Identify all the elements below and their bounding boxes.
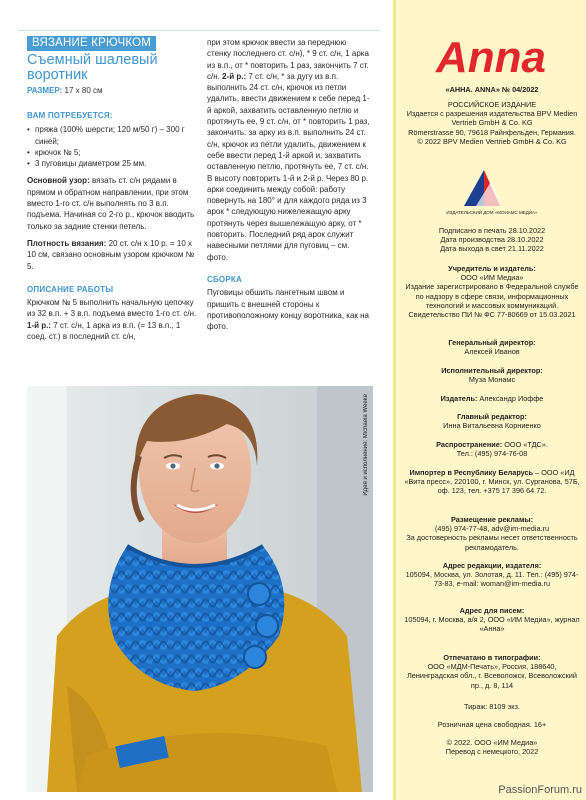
size-line	[27, 86, 103, 95]
importer-block	[402, 468, 582, 496]
ads-contact: (495) 974-77-48, adv@im-media.ru	[434, 524, 550, 534]
release-date: Дата выхода в свет 21.11.2022	[440, 244, 544, 254]
gen-director: Алексей Иванов	[464, 347, 520, 357]
exec-director: Муза Монамс	[468, 375, 516, 385]
density-paragraph	[27, 238, 199, 272]
model-photo	[27, 386, 373, 792]
work-paragraph	[27, 297, 199, 342]
density-label: Плотность вязания:	[27, 238, 107, 248]
registration: Издание зарегистрировано в Федеральной службе по надзору в сфере связи, информационных технологий и массовых коммуникаций. Свидетельство ПИ № ФС 77-80669 от 15.03.2021	[405, 282, 579, 320]
work-text-continued: 7 ст. с/н, 1 арка из в.п. (= 13 в.п., 1 соед. ст.) в последний ст. с/н,	[27, 320, 181, 342]
gen-director-heading: Генеральный директор:	[448, 338, 536, 347]
publisher-line	[402, 394, 582, 403]
letters-block	[402, 606, 582, 634]
photo-credit: Идея и исполнение: Michaela Weeke	[363, 394, 369, 496]
footer-copyright-block	[402, 738, 582, 756]
printing-block	[402, 653, 582, 690]
edition-block	[402, 100, 582, 146]
size-label: РАЗМЕР:	[27, 86, 63, 95]
editor-heading: Главный редактор:	[457, 412, 527, 421]
printing-house: ООО «МДМ-Печать», Россия, 188640, Ленинградская обл., г. Всеволожск, Всеволожский пр., д. 8, 114	[407, 662, 577, 690]
ads-block	[402, 515, 582, 552]
material-item: • крючок № 5;	[27, 147, 199, 158]
continuation-text-2: 7 ст. с/н, * за дугу из в.п. выполнить 24 ст. с/н, крючок из петли удалить, ввести движением к себе перед 1-й аркой, захватить оставленную петлю и протянуть ее, 9 ст. с/н, от * повторить 1 раз, закончить: за арку из в.п. выполнить 24 ст. с/н, крючок из петли удалить, движением к себе ввести перед 1-й аркой и, захватить оставленную петлю, протянуть ее, 7 ст. с/н. В высоту повторить 1-й и 2-й р. Через 80 р. арки соединить между собой: работу повернуть на 180° и для каждого ряда из 3 арок * следующую нижележащую арку протянуть через вышележащую арку, от * повторить. Последний ряд арок служит навесными петлями для пуговиц – см. фото.	[207, 71, 370, 262]
material-item: • 3 пуговицы диаметром 25 мм.	[27, 158, 199, 169]
distribution-heading: Распространение:	[436, 440, 503, 449]
founder-block	[402, 264, 582, 319]
footer-copyright: © 2022. ООО «ИМ Медиа»	[446, 738, 538, 747]
printing-heading: Отпечатано в типографии:	[443, 653, 541, 662]
publisher-heading: Издатель:	[440, 394, 478, 403]
continuation-paragraph	[207, 37, 372, 263]
row1-label: 1-й р.:	[27, 320, 52, 330]
importer: – ООО «ИД «Вита пресс», 220100, г. Минск, ул. Сурганова, 57Б, оф. 123, тел. +375 17 396 64 72.	[404, 468, 580, 496]
price: Розничная цена свободная. 16+	[437, 720, 547, 729]
footer-translation: Перевод с немецкого, 2022	[445, 747, 539, 757]
anna-logo-text: Anna	[436, 33, 546, 82]
office-heading: Адрес редакции, издателя:	[442, 561, 542, 570]
letters-heading: Адрес для писем:	[459, 606, 525, 615]
section-tag: ВЯЗАНИЕ КРЮЧКОМ	[27, 36, 156, 51]
publisher-address: Römerstrasse 90, 79618 Райнфельден, Германия.	[408, 127, 576, 137]
publisher-name: Александр Иоффе	[477, 394, 544, 403]
materials-heading: ВАМ ПОТРЕБУЕТСЯ:	[27, 111, 113, 120]
distribution: ООО «ТДС».	[502, 440, 548, 449]
editor: Инна Витальевна Корниенко	[443, 421, 541, 431]
size-value: 17 х 80 см	[62, 86, 103, 95]
work-text: Крючком № 5 выполнить начальную цепочку из 32 в.п. + 3 в.п. подъема вместо 1-го ст. с/н.	[27, 298, 197, 319]
letters-address: 105094, г. Москва, а/я 2, ООО «ИМ Медиа», журнал «Анна»	[404, 615, 580, 634]
gen-director-block	[402, 338, 582, 356]
dates-block	[402, 226, 582, 254]
copyright-line: © 2022 BPV Medien Vertrieb GmbH & Co. KG	[417, 136, 567, 146]
production-date: Дата производства 28.10.2022	[440, 235, 544, 245]
work-heading: ОПИСАНИЕ РАБОТЫ	[27, 284, 114, 294]
material-item: • пряжа (100% шерсти; 120 м/50 г) – 300 г синей;	[27, 124, 199, 147]
signed-date: Подписано в печать 28.10.2022	[438, 226, 546, 235]
mdm-publisher-logo	[462, 168, 502, 208]
density-text: 20 ст. с/н х 10 р. = 10 х 10 см, связано основным узором крючком № 5.	[27, 238, 195, 271]
office-address: 105094, Москва, ул. Золотая, д. 11. Тел.: (495) 974-73-83, e-mail: woman@im-media.ru	[405, 570, 579, 589]
instructions-column-1	[27, 110, 199, 342]
distribution-tel: Тел.: (495) 974-76-08	[456, 449, 528, 459]
issue-number	[402, 85, 582, 94]
founder-heading: Учредитель и издатель:	[448, 264, 536, 273]
continuation-text: при этом крючок ввести за переднюю стенку последнего ст. с/н), * 9 ст. с/н, 1 арка из в.п., от * повторить 1 раз, закончить 7 ст. с/н.	[207, 38, 369, 81]
assembly-text: Пуговицы обшить лангетным швом и пришить с внешней стороны к противоположному концу воротника, как на фото.	[207, 288, 369, 332]
pattern-text: вязать ст. с/н рядами в прямом и обратном направлении, при этом вместо 1-го ст. с/н выполнять по 3 в.п. подъема. Начиная со 2-го р., крючок вводить только за задние стенки петель.	[27, 176, 195, 231]
assembly-heading: СБОРКА	[207, 274, 242, 284]
pattern-label: Основной узор:	[27, 176, 90, 186]
exec-director-heading: Исполнительный директор:	[441, 366, 543, 375]
watermark: PassionForum.ru	[498, 784, 582, 796]
mdm-caption: ИЗДАТЕЛЬСКИЙ ДОМ «МОНАМС МЕДИА»	[446, 210, 538, 215]
founder: ООО «ИМ Медиа»	[460, 273, 524, 283]
circulation: Тираж: 8109 экз.	[464, 702, 520, 711]
imprint-sidebar	[393, 0, 586, 800]
issue-label: «АННА. ANNA» № 04/2022	[445, 85, 539, 94]
anna-logo	[426, 30, 556, 82]
instructions-column-2	[207, 37, 372, 332]
editor-block	[402, 412, 582, 430]
exec-director-block	[402, 366, 582, 384]
office-block	[402, 561, 582, 589]
edition: РОССИЙСКОЕ ИЗДАНИЕ	[447, 100, 537, 109]
row2-label: 2-й р.:	[222, 71, 247, 81]
importer-heading: Импортер в Республику Беларусь	[409, 468, 534, 477]
model-photo-illustration	[27, 386, 373, 792]
pattern-paragraph	[27, 175, 199, 231]
ads-note: За достоверность рекламы несет ответственность рекламодатель.	[406, 533, 578, 552]
distribution-block	[402, 440, 582, 458]
license: Издается с разрешения издательства BPV Medien Vertrieb GmbH & Co. KG	[406, 109, 578, 128]
ads-heading: Размещение рекламы:	[450, 515, 534, 524]
article-title: Съемный шалевый воротник	[27, 52, 158, 83]
